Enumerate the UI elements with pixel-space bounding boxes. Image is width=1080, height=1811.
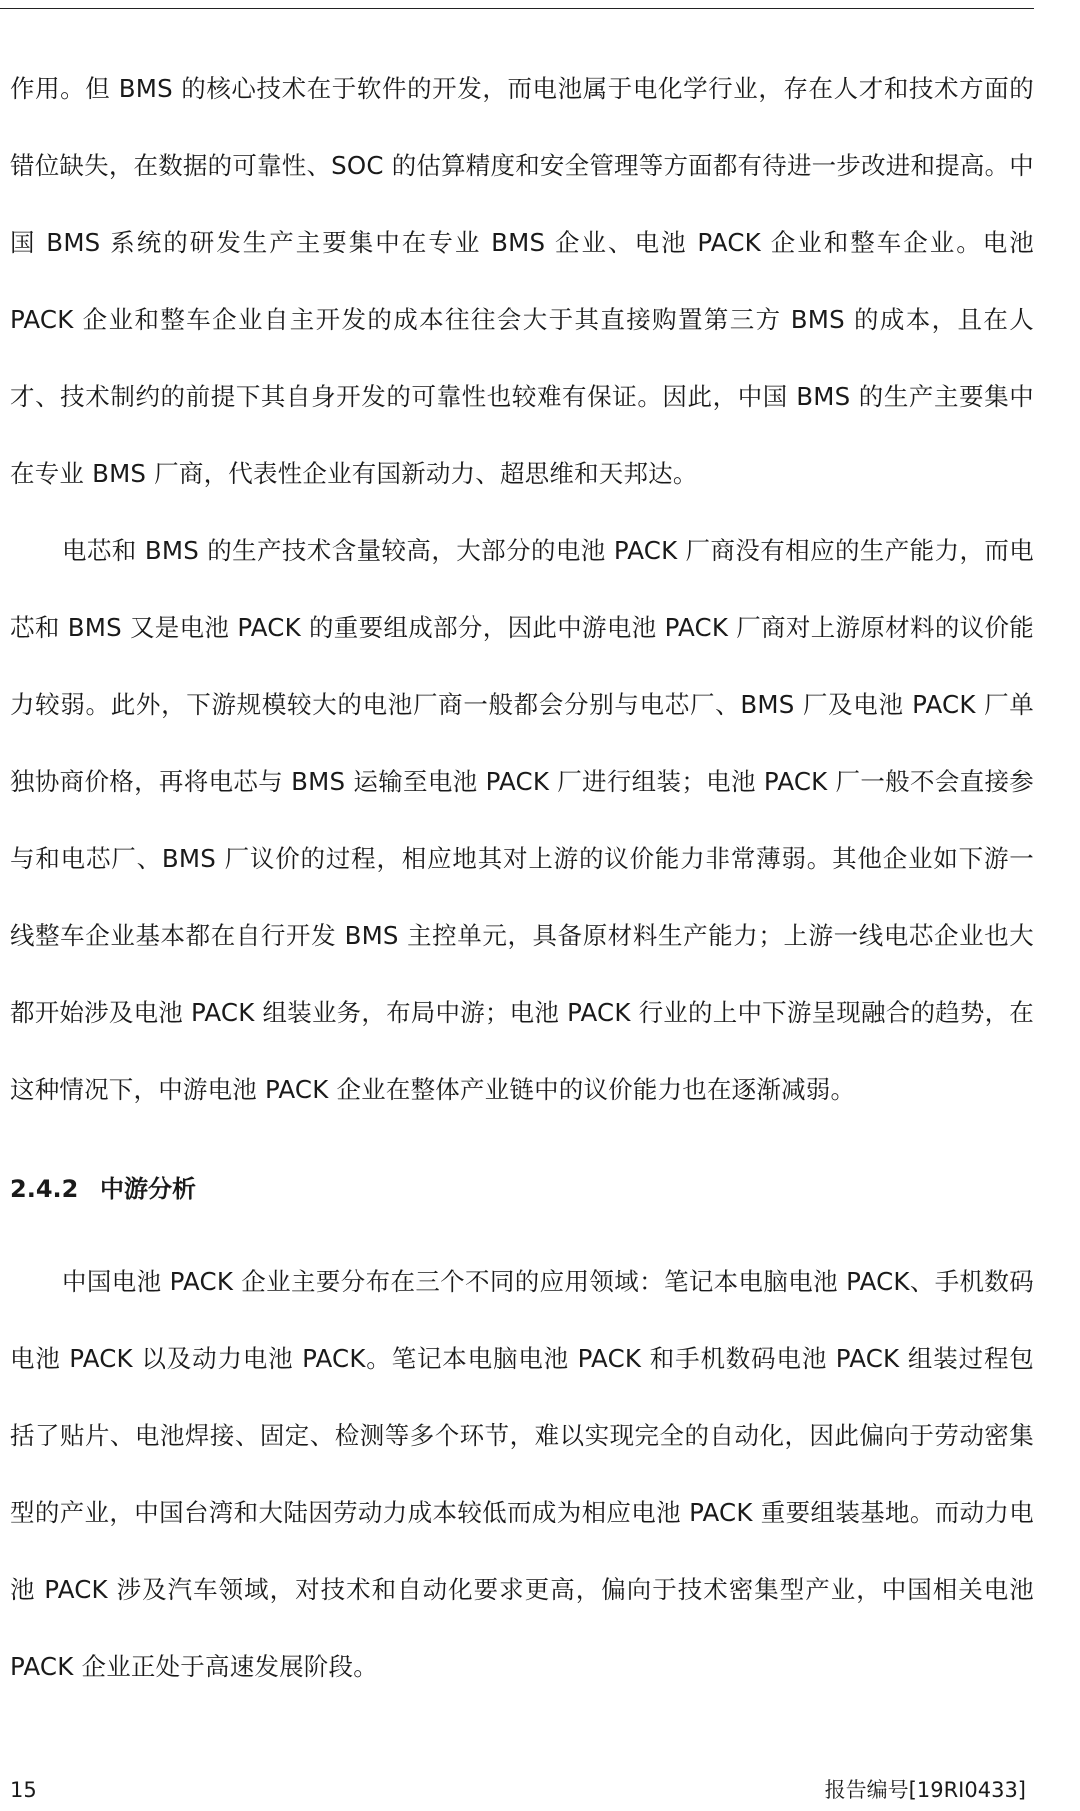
header-rule bbox=[0, 8, 1034, 9]
section-heading bbox=[10, 1157, 1034, 1221]
section-title: 中游分析 bbox=[100, 1175, 196, 1203]
document-body bbox=[10, 50, 1034, 1705]
paragraph-pack-bargaining-power: 电芯和 BMS 的生产技术含量较高，大部分的电池 PACK 厂商没有相应的生产能力，而电芯和 BMS 又是电池 PACK 的重要组成部分，因此中游电池 PACK 厂商对上游原材料的议价能力较弱。此外，下游规模较大的电池厂商一般都会分别与电芯厂、BMS 厂及电池 PACK 厂单独协商价格，再将电芯与 BMS 运输至电池 PACK 厂进行组装；电池 PACK 厂一般不会直接参与和电芯厂、BMS 厂议价的过程，相应地其对上游的议价能力非常薄弱。其他企业如下游一线整车企业基本都在自行开发 BMS 主控单元，具备原材料生产能力；上游一线电芯企业也大都开始涉及电池 PACK 组装业务，布局中游；电池 PACK 行业的上中下游呈现融合的趋势，在这种情况下，中游电池 PACK 企业在整体产业链中的议价能力也在逐渐减弱。 bbox=[10, 536, 1034, 1104]
report-number: 报告编号[19RI0433] bbox=[824, 1778, 1026, 1802]
page-number: 15 bbox=[10, 1778, 37, 1802]
section-number: 2.4.2 bbox=[10, 1175, 79, 1203]
paragraph-pack-applications: 中国电池 PACK 企业主要分布在三个不同的应用领域：笔记本电脑电池 PACK、手机数码电池 PACK 以及动力电池 PACK。笔记本电脑电池 PACK 和手机数码电池 PACK 组装过程包括了贴片、电池焊接、固定、检测等多个环节，难以实现完全的自动化，因此偏向于劳动密集型的产业，中国台湾和大陆因劳动力成本较低而成为相应电池 PACK 重要组装基地。而动力电池 PACK 涉及汽车领域，对技术和自动化要求更高，偏向于技术密集型产业，中国相关电池 PACK 企业正处于高速发展阶段。 bbox=[10, 1267, 1034, 1681]
paragraph-bms-development: 作用。但 BMS 的核心技术在于软件的开发，而电池属于电化学行业，存在人才和技术方面的错位缺失，在数据的可靠性、SOC 的估算精度和安全管理等方面都有待进一步改进和提高。中国 BMS 系统的研发生产主要集中在专业 BMS 企业、电池 PACK 企业和整车企业。电池 PACK 企业和整车企业自主开发的成本往往会大于其直接购置第三方 BMS 的成本，且在人才、技术制约的前提下其自身开发的可靠性也较难有保证。因此，中国 BMS 的生产主要集中在专业 BMS 厂商，代表性企业有国新动力、超思维和天邦达。 bbox=[10, 74, 1034, 488]
